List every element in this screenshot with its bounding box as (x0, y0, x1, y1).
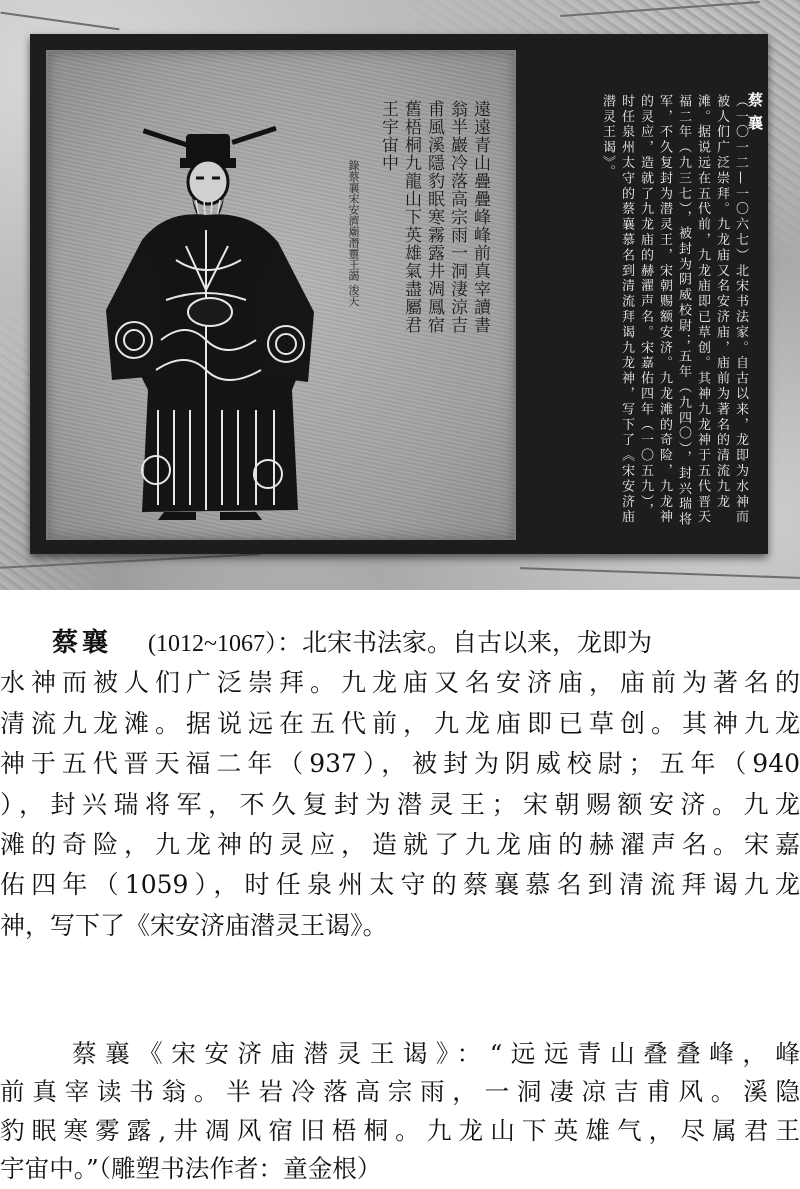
life-years: (1012~1067） (148, 631, 277, 657)
poem-line: 宇宙中。”（雕塑书法作者：童金根） (0, 1154, 382, 1184)
person-name: 蔡襄 (52, 628, 113, 658)
poem-line: 蔡襄《宋安济庙潜灵王谒》：“远远青山叠叠峰，峰 (72, 1039, 800, 1068)
caption-line: 神于五代晋天福二年（937），被封为阴威校尉；五年（940 (0, 749, 800, 779)
plaque-name-heading: 蔡襄 (746, 92, 764, 138)
caption-line: ），封兴瑞将军，不久复封为潜灵王；宋朝赐额安济。九龙 (0, 789, 800, 819)
plaque-vertical-text: （一〇一二—一〇六七）北宋书法家。自古以来，龙即为水神而被人们广泛崇拜。九龙庙又名安济庙，庙前为著名的清流九龙滩。据说远在五代前，九龙庙即已草创。其神九龙神于五代晋天福二年（九三七），被封为阴威校尉；五年（九四〇），封兴瑞将军，不久复封为潜灵王，宋朝赐额安济。九龙滩的奇险，九龙神的灵应，造就了九龙庙的赫濯声名。宋嘉佑四年（一〇五九），时任泉州太守的蔡襄慕名到清流拜谒九龙神，写下了《宋安济庙潜灵王谒》。 (600, 94, 748, 528)
caption-line: 滩的奇险，九龙神的灵应，造就了九龙庙的赫濯声名。宋嘉 (0, 829, 800, 859)
caption-line: 清流九龙滩。据说远在五代前，九龙庙即已草创。其神九龙 (0, 708, 800, 738)
caption-line: 神，写下了《宋安济庙潜灵王谒》。 (0, 910, 388, 940)
calligraphy-signature: 錄蔡襄宋安濟廟潛靈王謁 浚天 (347, 160, 360, 307)
caption-line-text: ：北宋书法家。自古以来，龙即为 (277, 628, 653, 657)
caption-line: 水神而被人们广泛崇拜。九龙庙又名安济庙，庙前为著名的 (0, 668, 800, 698)
caption-line (0, 623, 800, 663)
caption-line: 佑四年（1059），时任泉州太守的蔡襄慕名到清流拜谒九龙 (0, 870, 800, 900)
poem-line: 前真宰读书翁。半岩冷落高宗雨，一洞凄凉吉甫风。溪隐 (0, 1077, 800, 1107)
poem-line: 豹眠寒雾露,井凋风宿旧梧桐。九龙山下英雄气，尽属君王 (0, 1115, 800, 1145)
calligraphy-inscription: 遠遠青山疊疊峰峰前真宰讀書翁半巖冷落高宗雨一洞淒涼吉甫風溪隱豹眠寒霧露井凋鳳宿舊梧桐九龍山下英雄氣盡屬君王宇宙中 (378, 100, 490, 334)
poem-paragraph (0, 1035, 800, 1189)
engraved-relief-panel (46, 50, 516, 540)
black-stone-plaque (30, 34, 768, 554)
biography-caption (0, 623, 800, 946)
stone-tablet-photo (0, 0, 800, 590)
